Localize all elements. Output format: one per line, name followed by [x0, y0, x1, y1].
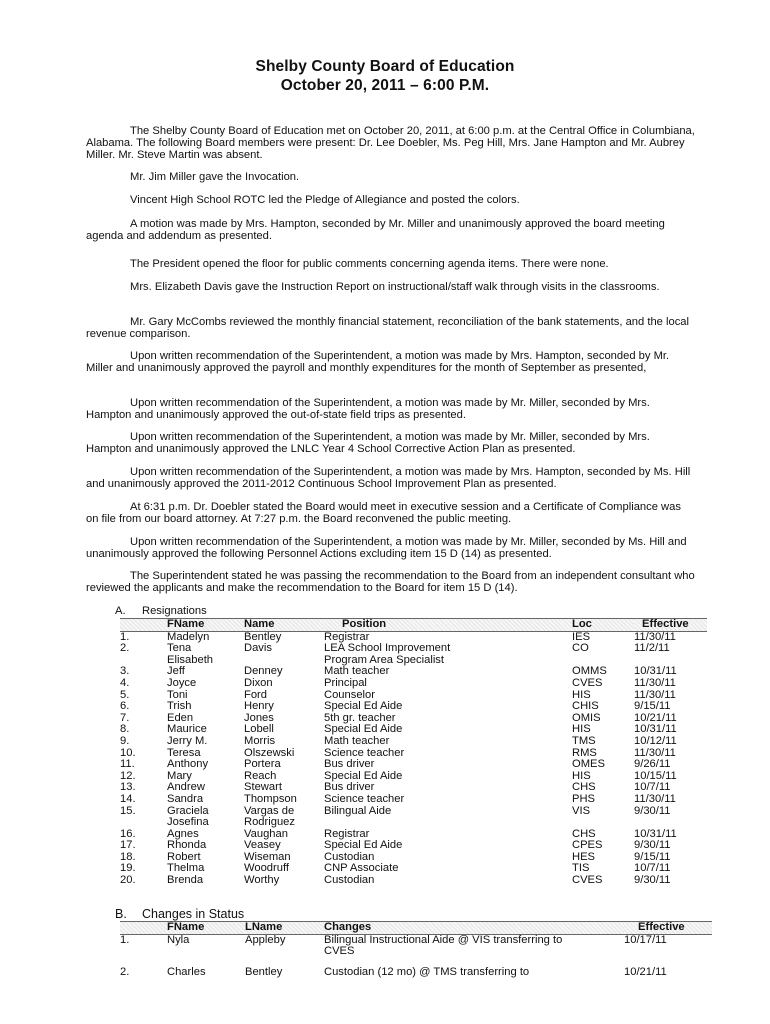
table-cell: 9.: [120, 735, 130, 747]
table-cell: Josefina: [167, 817, 209, 829]
table-row: [120, 759, 707, 771]
table-cell: [324, 817, 572, 829]
table-cell: HIS: [572, 770, 591, 782]
table-row: [120, 817, 707, 829]
table-cell: 11/30/11: [634, 747, 676, 759]
table-row: [120, 724, 707, 736]
table-cell: PHS: [572, 793, 596, 805]
document-title: Shelby County Board of Education: [255, 58, 515, 75]
table-cell: Dixon: [244, 677, 273, 689]
table-row: [120, 748, 707, 760]
table-cell: VIS: [572, 805, 591, 817]
table-cell: 5th gr. teacher: [324, 712, 396, 724]
table-row: [120, 678, 707, 690]
table-row: [120, 875, 707, 887]
table-cell: 10/17/11: [624, 934, 667, 946]
table-cell: Tena: [167, 643, 192, 655]
table-cell: Andrew: [167, 782, 205, 794]
table-cell: 10.: [120, 747, 136, 759]
table-cell: Bus driver: [324, 759, 375, 771]
col-fname: FName: [167, 922, 245, 935]
table-cell: [634, 817, 707, 829]
table-cell: Special Ed Aide: [324, 701, 403, 713]
paragraph-payroll: Upon written recommendation of the Superintendent, a motion was made by Mrs. Hampton, seconded by Mr. Miller and unanimously approved the payroll and monthly expenditures for the month of September as presented,: [86, 350, 670, 374]
table-cell: CVES: [324, 946, 355, 958]
table-cell: Math teacher: [324, 735, 390, 747]
paragraph-lnlc: Upon written recommendation of the Superintendent, a motion was made by Mr. Miller, seconded by Mrs. Hampton and unanimously approved the LNLC Year 4 School Corrective Action Plan as presented.: [86, 431, 650, 455]
table-cell: 19.: [120, 863, 136, 875]
table-cell: 1.: [120, 631, 130, 643]
table-cell: Morris: [244, 735, 276, 747]
table-cell: [120, 655, 167, 667]
resignations-table: [120, 618, 707, 887]
table-cell: Mary: [167, 770, 192, 782]
table-cell: 20.: [120, 875, 136, 887]
section-b-heading: Changes in Status: [142, 907, 245, 921]
table-cell: 10/15/11: [634, 770, 677, 782]
table-cell: 2.: [120, 643, 130, 655]
table-cell: Rodriguez: [244, 817, 295, 829]
table-cell: 2.: [120, 965, 130, 978]
table-cell: 11.: [120, 759, 135, 771]
table-cell: [572, 655, 634, 667]
table-cell: 9/30/11: [634, 805, 671, 817]
paragraph-invocation: Mr. Jim Miller gave the Invocation.: [130, 171, 300, 183]
table-cell: CHIS: [572, 701, 599, 713]
table-cell: 9/26/11: [634, 759, 671, 771]
table-cell: 10/21/11: [634, 712, 677, 724]
col-position: Position: [324, 619, 572, 632]
table-cell: Custodian: [324, 851, 375, 863]
table-cell: Maurice: [167, 724, 207, 736]
table-cell: Woodruff: [244, 863, 289, 875]
table-cell: Thompson: [244, 793, 297, 805]
col-loc: Loc: [572, 619, 634, 632]
table-row: [120, 631, 707, 643]
table-cell: 16.: [120, 828, 136, 840]
table-cell: Lobell: [244, 724, 274, 736]
table-cell: Bentley: [244, 631, 282, 643]
table-cell: Graciela: [167, 805, 209, 817]
table-row: [120, 655, 707, 667]
table-row: [120, 701, 707, 713]
table-cell: Special Ed Aide: [324, 770, 403, 782]
table-cell: 9/30/11: [634, 875, 671, 887]
table-cell: Reach: [244, 770, 277, 782]
table-cell: HES: [572, 851, 596, 863]
table-cell: Worthy: [244, 875, 280, 887]
table-cell: 9/15/11: [634, 701, 671, 713]
table-cell: Ford: [244, 689, 268, 701]
table-cell: Science teacher: [324, 747, 405, 759]
table-cell: HIS: [572, 724, 591, 736]
table-cell: [634, 655, 707, 667]
table-row: [120, 840, 707, 852]
paragraph-instruction-report: Mrs. Elizabeth Davis gave the Instruction Report on instructional/staff walk through visits in the classrooms.: [130, 281, 660, 293]
table-cell: Charles: [167, 965, 206, 978]
table-cell: 11/2/11: [634, 643, 670, 655]
table-cell: 1.: [120, 934, 130, 946]
table-row: [120, 934, 712, 946]
table-cell: 15.: [120, 805, 136, 817]
table-row: [120, 958, 712, 980]
table-cell: Portera: [244, 759, 281, 771]
paragraph-pledge: Vincent High School ROTC led the Pledge of Allegiance and posted the colors.: [130, 194, 520, 206]
table-row: [120, 713, 707, 725]
table-cell: Custodian: [324, 875, 375, 887]
table-cell: 17.: [120, 840, 136, 852]
table-cell: 10/31/11: [634, 724, 677, 736]
table-cell: CHS: [572, 782, 596, 794]
table-cell: CNP Associate: [324, 863, 399, 875]
paragraph-attendance: The Shelby County Board of Education met on October 20, 2011, at 6:00 p.m. at the Central Office in Columbiana, Alabama. The following Board members were present: Dr. Lee Doebler, Ms. Peg Hill, Mrs. Jane Hampton and Mr. Aubrey Miller. Mr. Steve Martin was absent.: [86, 125, 695, 161]
table-cell: [245, 946, 324, 958]
table-cell: 18.: [120, 851, 136, 863]
table-cell: 9/30/11: [634, 840, 671, 852]
table-cell: 10/31/11: [634, 666, 677, 678]
table-cell: OMES: [572, 759, 605, 771]
table-cell: Olszewski: [244, 747, 295, 759]
table-cell: Thelma: [167, 863, 205, 875]
paragraph-field-trips: Upon written recommendation of the Superintendent, a motion was made by Mr. Miller, seconded by Mrs. Hampton and unanimously approved the out-of-state field trips as presented.: [86, 397, 650, 421]
paragraph-executive-session: At 6:31 p.m. Dr. Doebler stated the Board would meet in executive session and a Certificate of Compliance was on file from our board attorney. At 7:27 p.m. the Board reconvened the public meeting.: [86, 501, 681, 525]
table-cell: Toni: [167, 689, 188, 701]
paragraph-agenda: A motion was made by Mrs. Hampton, seconded by Mr. Miller and unanimously approved the board meeting agenda and addendum as presented.: [86, 218, 665, 242]
table-cell: Brenda: [167, 875, 204, 887]
table-cell: Registrar: [324, 631, 370, 643]
table-cell: Henry: [244, 701, 274, 713]
col-effective: Effective: [634, 619, 707, 632]
table-row: [120, 771, 707, 783]
table-cell: [624, 946, 712, 958]
table-row: [120, 666, 707, 678]
table-cell: 11/30/11: [634, 689, 676, 701]
paragraph-consultant: The Superintendent stated he was passing the recommendation to the Board from an independent consultant who reviewed the applicants and make the recommendation to the Board for item 15 D (14).: [86, 570, 695, 594]
table-cell: Davis: [244, 643, 272, 655]
table-cell: Agnes: [167, 828, 199, 840]
table-cell: Madelyn: [167, 631, 210, 643]
table-cell: 13.: [120, 782, 136, 794]
table-cell: [167, 946, 245, 958]
table-cell: Robert: [167, 851, 201, 863]
table-cell: Custodian (12 mo) @ TMS transferring to: [324, 965, 530, 978]
table-cell: Jones: [244, 712, 274, 724]
table-cell: 11/30/11: [634, 631, 676, 643]
table-cell: [244, 655, 324, 667]
table-cell: 10/21/11: [624, 965, 667, 978]
table-cell: Jeff: [167, 666, 185, 678]
table-cell: Science teacher: [324, 793, 405, 805]
table-cell: 5.: [120, 689, 130, 701]
table-cell: Anthony: [167, 759, 209, 771]
table-cell: Veasey: [244, 840, 281, 852]
table-cell: Appleby: [245, 934, 286, 946]
table-cell: 3.: [120, 666, 130, 678]
table-cell: IES: [572, 631, 591, 643]
table-cell: 10/7/11: [634, 782, 671, 794]
table-cell: OMMS: [572, 666, 607, 678]
table-cell: Bilingual Instructional Aide @ VIS transferring to: [324, 934, 563, 946]
col-lname: LName: [245, 922, 324, 935]
table-cell: 11/30/11: [634, 677, 676, 689]
table-cell: Eden: [167, 712, 194, 724]
table-cell: Math teacher: [324, 666, 390, 678]
table-cell: Bus driver: [324, 782, 375, 794]
table-row: [120, 782, 707, 794]
col-changes: Changes: [324, 922, 624, 935]
table-cell: Vargas de: [244, 805, 295, 817]
table-cell: Trish: [167, 701, 192, 713]
table-cell: 10/7/11: [634, 863, 671, 875]
table-row: [120, 806, 707, 818]
table-cell: LEA School Improvement: [324, 643, 451, 655]
table-cell: Counselor: [324, 689, 375, 701]
table-cell: Wiseman: [244, 851, 291, 863]
table-cell: [120, 946, 167, 958]
table-cell: Elisabeth: [167, 654, 214, 666]
table-cell: Special Ed Aide: [324, 840, 403, 852]
table-cell: 14.: [120, 793, 136, 805]
section-a-heading: Resignations: [142, 605, 207, 617]
table-cell: Program Area Specialist: [324, 654, 445, 666]
meeting-date: October 20, 2011 – 6:00 P.M.: [280, 77, 490, 94]
table-cell: TMS: [572, 735, 596, 747]
table-cell: CPES: [572, 840, 603, 852]
section-b-letter: B.: [115, 907, 127, 921]
table-cell: Bilingual Aide: [324, 805, 392, 817]
table-row: [120, 852, 707, 864]
table-cell: Principal: [324, 677, 367, 689]
col-effective: Effective: [624, 922, 712, 935]
table-cell: 12.: [120, 770, 136, 782]
paragraph-improvement-plan: Upon written recommendation of the Superintendent, a motion was made by Mrs. Hampton, seconded by Ms. Hill and unanimously approved the 2011-2012 Continuous School Improvement Plan as presented.: [86, 466, 691, 490]
table-cell: CO: [572, 643, 589, 655]
table-cell: Rhonda: [167, 840, 207, 852]
table-cell: [572, 817, 634, 829]
table-row: [120, 643, 707, 655]
table-cell: Teresa: [167, 747, 201, 759]
table-row: [120, 863, 707, 875]
table-row: [120, 829, 707, 841]
table-cell: [120, 817, 167, 829]
table-cell: CVES: [572, 875, 603, 887]
table-cell: 10/12/11: [634, 735, 677, 747]
table-cell: OMIS: [572, 712, 601, 724]
table-header-row: [120, 922, 712, 935]
table-cell: 11/30/11: [634, 793, 676, 805]
table-cell: 10/31/11: [634, 828, 677, 840]
table-cell: Stewart: [244, 782, 282, 794]
table-cell: Denney: [244, 666, 283, 678]
table-cell: 6.: [120, 701, 130, 713]
table-cell: RMS: [572, 747, 597, 759]
paragraph-public-comments: The President opened the floor for public comments concerning agenda items. There were none.: [130, 258, 609, 270]
table-cell: Bentley: [245, 965, 283, 978]
table-row: [120, 946, 712, 958]
table-cell: CHS: [572, 828, 596, 840]
table-cell: 9/15/11: [634, 851, 671, 863]
table-cell: Vaughan: [244, 828, 288, 840]
section-a-letter: A.: [115, 605, 126, 617]
table-cell: 4.: [120, 677, 130, 689]
table-cell: 8.: [120, 724, 130, 736]
col-fname: FName: [167, 619, 244, 632]
paragraph-financial: Mr. Gary McCombs reviewed the monthly financial statement, reconciliation of the bank statements, and the local revenue comparison.: [86, 316, 690, 340]
col-name: Name: [244, 619, 324, 632]
table-header-row: [120, 619, 707, 632]
table-cell: Special Ed Aide: [324, 724, 403, 736]
table-cell: 7.: [120, 712, 130, 724]
paragraph-personnel: Upon written recommendation of the Superintendent, a motion was made by Mr. Miller, seconded by Ms. Hill and unanimously approved the following Personnel Actions excluding item 15 D (14) as presented.: [86, 536, 687, 560]
table-cell: TIS: [572, 863, 590, 875]
table-cell: Registrar: [324, 828, 370, 840]
table-cell: Joyce: [167, 677, 197, 689]
table-row: [120, 794, 707, 806]
changes-table: [120, 921, 712, 980]
table-cell: Nyla: [167, 934, 190, 946]
table-cell: CVES: [572, 677, 603, 689]
table-cell: Sandra: [167, 793, 204, 805]
table-cell: HIS: [572, 689, 591, 701]
table-cell: Jerry M.: [167, 735, 208, 747]
table-row: [120, 690, 707, 702]
table-row: [120, 736, 707, 748]
